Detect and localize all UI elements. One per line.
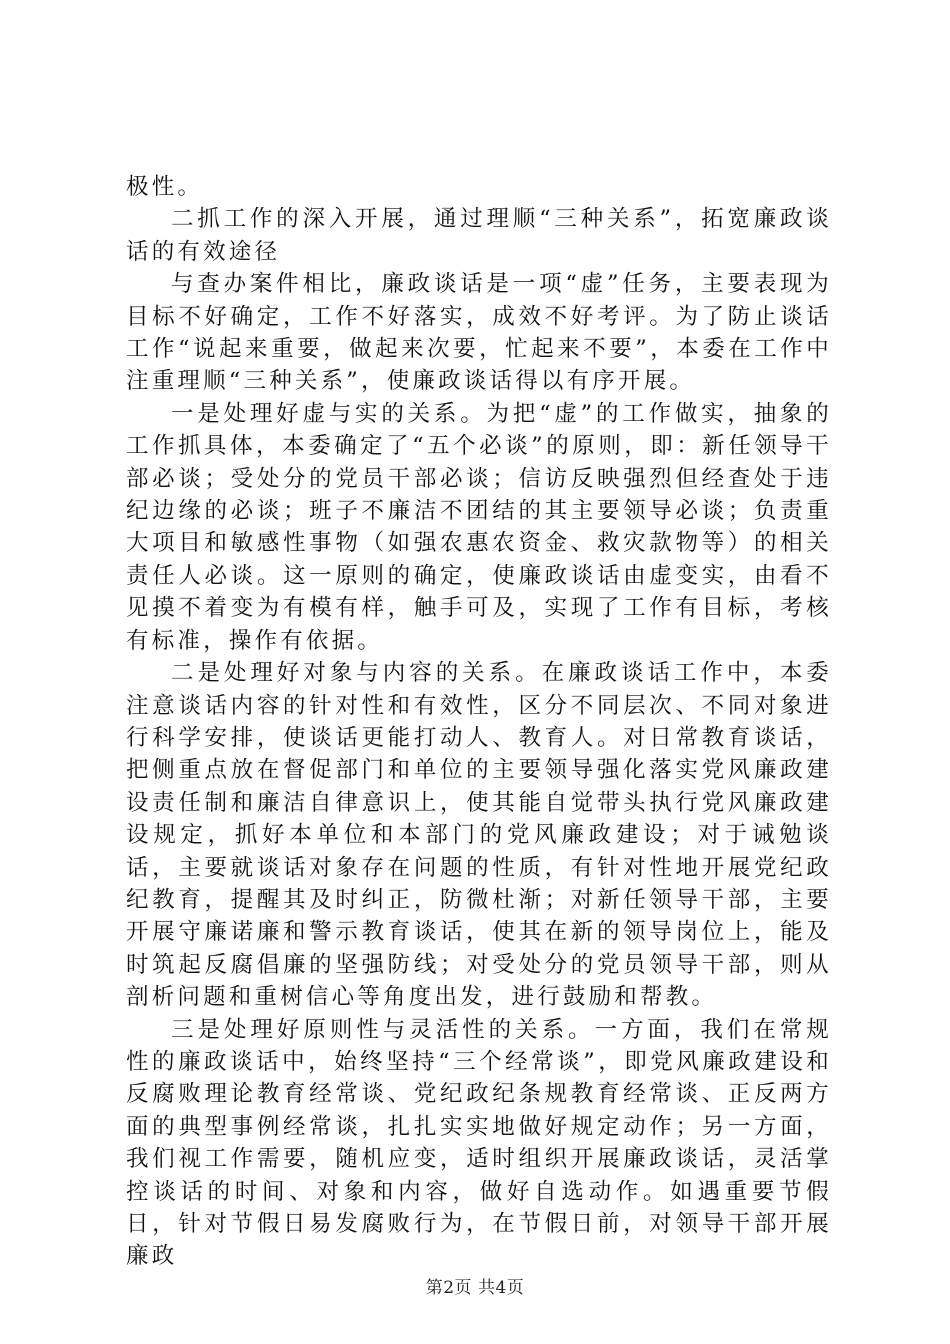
paragraph-section-heading: 二抓工作的深入开展，通过理顺“三种关系”，拓宽廉政谈话的有效途径: [126, 206, 832, 265]
paragraph-intro: 与查办案件相比，廉政谈话是一项“虚”任务，主要表现为目标不好确定，工作不好落实，成效不好考评。为了防止谈话工作“说起来重要，做起来次要，忙起来不要”，本委在工作中注重理顺“三种关系”，使廉政谈话得以有序开展。: [126, 271, 832, 395]
paragraph-point-one: 一是处理好虚与实的关系。为把“虚”的工作做实，抽象的工作抓具体，本委确定了“五个必谈”的原则，即：新任领导干部必谈；受处分的党员干部必谈；信访反映强烈但经查处于违纪边缘的必谈；班子不廉洁不团结的其主要领导必谈；负责重大项目和敏感性事物（如强农惠农资金、救灾款物等）的相关责任人必谈。这一原则的确定，使廉政谈话由虚变实，由看不见摸不着变为有模有样，触手可及，实现了工作有目标，考核有标准，操作有依据。: [126, 400, 832, 654]
paragraph-point-two: 二是处理好对象与内容的关系。在廉政谈话工作中，本委注意谈话内容的针对性和有效性，区分不同层次、不同对象进行科学安排，使谈话更能打动人、教育人。对日常教育谈话，把侧重点放在督促部门和单位的主要领导强化落实党风廉政建设责任制和廉洁自律意识上，使其能自觉带头执行党风廉政建设规定，抓好本单位和本部门的党风廉政建设；对于诫勉谈话，主要就谈话对象存在问题的性质，有针对性地开展党纪政纪教育，提醒其及时纠正，防微杜渐；对新任领导干部，主要开展守廉诺廉和警示教育谈话，使其在新的领导岗位上，能及时筑起反腐倡廉的坚强防线；对受处分的党员领导干部，则从剖析问题和重树信心等角度出发，进行鼓励和帮教。: [126, 660, 832, 1011]
document-body: [126, 171, 832, 1273]
page-number-footer: 第2页 共4页: [425, 1278, 525, 1298]
paragraph-continuation: 极性。: [126, 174, 204, 200]
paragraph-point-three: 三是处理好原则性与灵活性的关系。一方面，我们在常规性的廉政谈话中，始终坚持“三个经常谈”，即党风廉政建设和反腐败理论教育经常谈、党纪政纪条规教育经常谈、正反两方面的典型事例经常谈，扎扎实实地做好规定动作；另一方面，我们视工作需要，随机应变，适时组织开展廉政谈话，灵活掌控谈话的时间、对象和内容，做好自选动作。如遇重要节假日，针对节假日易发腐败行为，在节假日前，对领导干部开展廉政: [126, 1016, 832, 1270]
